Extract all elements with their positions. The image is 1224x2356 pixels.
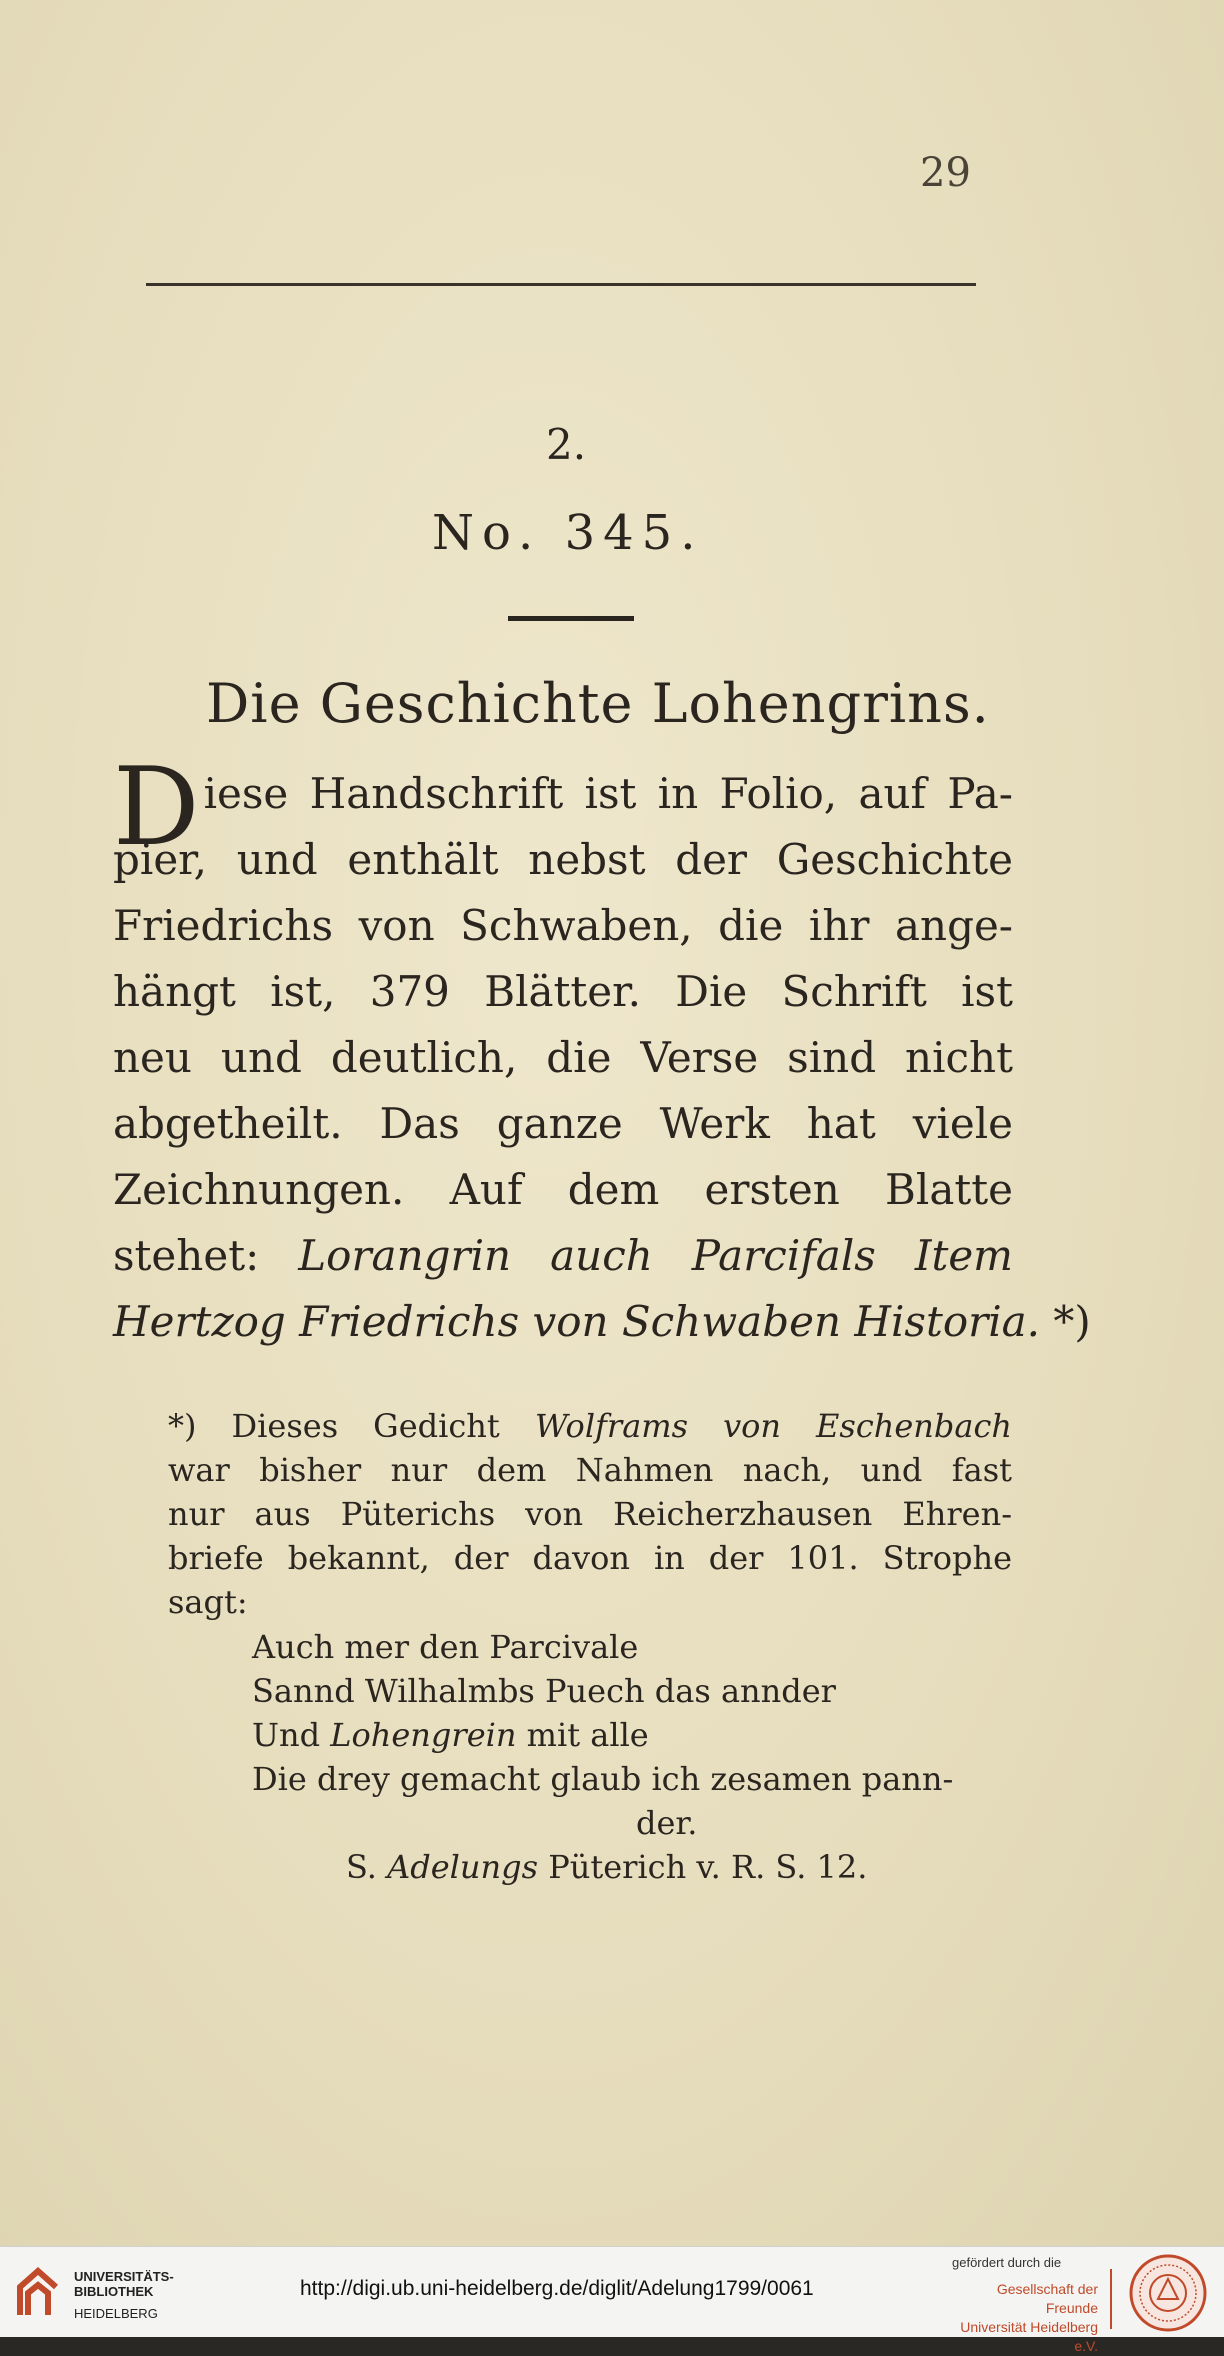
funded-by-label: gefördert durch die bbox=[952, 2255, 1062, 2270]
footer-divider bbox=[1110, 2269, 1112, 2329]
body-line-text: stehet: bbox=[113, 1231, 260, 1280]
body-line-text: iese Handschrift ist in Folio, auf Pa- bbox=[203, 769, 1013, 818]
title-rule bbox=[508, 616, 634, 621]
verse-line: Sannd Wilhalmbs Puech das annder bbox=[252, 1672, 836, 1710]
body-line: pier, und enthält nebst der Geschichte bbox=[113, 835, 1013, 884]
verse-line: der. bbox=[636, 1804, 698, 1842]
source-url-link[interactable]: http://digi.ub.uni-heidelberg.de/diglit/Adelung1799/0061 bbox=[300, 2277, 814, 2300]
society-name bbox=[948, 2280, 1098, 2356]
body-line: neu und deutlich, die Verse sind nicht bbox=[113, 1033, 1013, 1082]
section-number: 2. bbox=[546, 420, 587, 469]
verse-line bbox=[252, 1716, 649, 1754]
reference-italic: Adelungs bbox=[387, 1848, 539, 1886]
body-line: Friedrichs von Schwaben, die ihr ange- bbox=[113, 901, 1013, 950]
footnote-line bbox=[168, 1404, 1012, 1448]
top-rule bbox=[146, 283, 976, 286]
footnote-line: sagt: bbox=[168, 1583, 248, 1621]
verse-text: mit alle bbox=[526, 1716, 649, 1754]
verse-text: Und bbox=[252, 1716, 321, 1754]
page-number: 29 bbox=[920, 150, 971, 196]
manuscript-title-italic: Hertzog Friedrichs von Schwaben Historia. bbox=[113, 1297, 1041, 1346]
reference-line bbox=[346, 1848, 867, 1886]
university-seal-icon bbox=[1128, 2253, 1208, 2333]
footnote-text: *) Dieses Gedicht bbox=[168, 1407, 500, 1445]
footnote-mark: *) bbox=[1053, 1297, 1091, 1346]
body-line: Zeichnungen. Auf dem ersten Blatte bbox=[113, 1165, 1013, 1214]
body-line bbox=[113, 1224, 1013, 1288]
verse-line: Auch mer den Parcivale bbox=[252, 1628, 639, 1666]
body-line bbox=[113, 1290, 1091, 1354]
body-line: abgetheilt. Das ganze Werk hat viele bbox=[113, 1099, 1013, 1148]
society-line: Universität Heidelberg e.V. bbox=[960, 2319, 1098, 2354]
footnote-line: war bisher nur dem Nahmen nach, und fast bbox=[168, 1451, 1012, 1489]
verse-line: Die drey gemacht glaub ich zesamen pann- bbox=[252, 1760, 954, 1798]
catalog-number: No. 345. bbox=[432, 505, 704, 561]
library-logo-icon bbox=[14, 2265, 62, 2321]
library-city: HEIDELBERG bbox=[74, 2306, 158, 2321]
footnote-italic: Wolframs von Eschenbach bbox=[534, 1407, 1013, 1445]
verse-italic: Lohengrein bbox=[330, 1716, 517, 1754]
society-line: Gesellschaft der Freunde bbox=[996, 2281, 1098, 2316]
page-title: Die Geschichte Lohengrins. bbox=[206, 672, 990, 735]
drop-cap: D bbox=[113, 745, 200, 870]
reference-text: Püterich v. R. S. 12. bbox=[548, 1848, 868, 1886]
footer-bar bbox=[0, 2246, 1224, 2354]
footnote-line: briefe bekannt, der davon in der 101. Strophe bbox=[168, 1539, 1012, 1577]
body-line: hängt ist, 379 Blätter. Die Schrift ist bbox=[113, 967, 1013, 1016]
footnote-line: nur aus Püterichs von Reicherzhausen Ehren- bbox=[168, 1495, 1012, 1533]
reference-text: S. bbox=[346, 1848, 377, 1886]
manuscript-title-italic: Lorangrin auch Parcifals Item bbox=[298, 1231, 1014, 1280]
library-name: UNIVERSITÄTS-BIBLIOTHEK bbox=[74, 2269, 174, 2299]
